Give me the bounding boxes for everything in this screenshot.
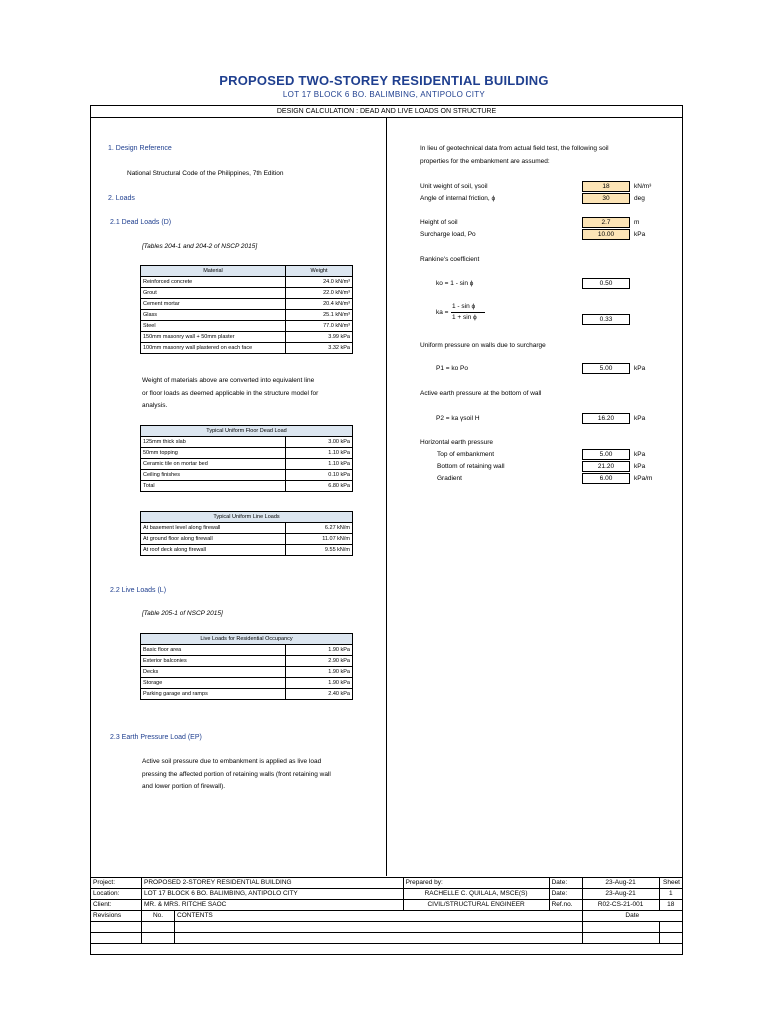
cell-material: At basement level along firewall bbox=[141, 523, 286, 534]
ka-numerator: 1 - sin ɸ bbox=[452, 303, 476, 310]
surcharge-label: Surcharge load, Po bbox=[420, 231, 476, 238]
paragraph-line: In lieu of geotechnical data from actual field test, the following soil bbox=[420, 145, 609, 152]
cell-material: Decks bbox=[141, 667, 286, 678]
soil-intro-paragraph bbox=[420, 143, 609, 168]
cell-material: 100mm masonry wall plastered on each face bbox=[141, 343, 286, 354]
revision-contents-header: CONTENTS bbox=[175, 911, 583, 922]
heading-live-loads: 2.2 Live Loads (L) bbox=[110, 587, 167, 594]
preparer-name: RACHELLE C. QUILALA, MSCE(S) bbox=[403, 889, 549, 900]
paragraph-line: Active soil pressure due to embankment is applied as live load bbox=[142, 758, 322, 765]
heading-earth-pressure: 2.3 Earth Pressure Load (EP) bbox=[110, 734, 202, 741]
floor-dead-load-table bbox=[140, 425, 353, 492]
table-row bbox=[141, 689, 353, 700]
sheet-label: Sheet bbox=[659, 878, 682, 889]
revisions-label: Revisions bbox=[91, 911, 142, 922]
cell-weight: 3.99 kPa bbox=[286, 332, 353, 343]
table-row bbox=[141, 437, 353, 448]
cell-weight: 2.40 kPa bbox=[286, 689, 353, 700]
cell-material: Cement mortar bbox=[141, 299, 286, 310]
dead-loads-reference: [Tables 204-1 and 204-2 of NSCP 2015] bbox=[142, 243, 258, 250]
cell-material: 50mm topping bbox=[141, 448, 286, 459]
document-title: PROPOSED TWO-STOREY RESIDENTIAL BUILDING bbox=[219, 73, 549, 88]
earth-pressure-paragraph bbox=[142, 756, 331, 794]
cell-weight: 6.27 kN/m bbox=[286, 523, 353, 534]
cell-material: Exterior balconies bbox=[141, 656, 286, 667]
soil-height-input[interactable]: 2.7 bbox=[582, 217, 630, 228]
table-row bbox=[141, 288, 353, 299]
cell-weight: 22.0 kN/m³ bbox=[286, 288, 353, 299]
table-row bbox=[141, 459, 353, 470]
floor-dead-load-title: Typical Uniform Floor Dead Load bbox=[141, 426, 353, 437]
soil-height-label: Height of soil bbox=[420, 219, 458, 226]
revision-row bbox=[91, 933, 683, 944]
table-row bbox=[141, 545, 353, 556]
soil-height-unit: m bbox=[634, 219, 640, 226]
project-value: PROPOSED 2-STOREY RESIDENTIAL BUILDING bbox=[142, 878, 404, 889]
date-value-2: 23-Aug-21 bbox=[582, 889, 659, 900]
project-label: Project: bbox=[91, 878, 142, 889]
cell-material: Basic floor area bbox=[141, 645, 286, 656]
materials-col-weight: Weight bbox=[286, 266, 353, 277]
top-embankment-unit: kPa bbox=[634, 451, 646, 458]
friction-angle-label: Angle of internal friction, ɸ bbox=[420, 195, 496, 202]
table-row bbox=[141, 523, 353, 534]
top-embankment-label: Top of embankment bbox=[437, 451, 495, 458]
active-pressure-label: Active earth pressure at the bottom of wall bbox=[420, 390, 542, 397]
cell-weight: 3.00 kPa bbox=[286, 437, 353, 448]
horizontal-pressure-label: Horizontal earth pressure bbox=[420, 439, 493, 446]
ka-value: 0.33 bbox=[582, 314, 630, 325]
table-row bbox=[141, 678, 353, 689]
materials-table bbox=[140, 265, 353, 354]
cell-material: Ceramic tile on mortar bed bbox=[141, 459, 286, 470]
line-loads-title: Typical Uniform Line Loads bbox=[141, 512, 353, 523]
ref-value: R02-CS-21-001 bbox=[582, 900, 659, 911]
p1-formula: P1 = ko Po bbox=[436, 365, 468, 372]
heading-dead-loads: 2.1 Dead Loads (D) bbox=[110, 219, 172, 226]
cell-weight: 24.0 kN/m³ bbox=[286, 277, 353, 288]
surcharge-input[interactable]: 10.00 bbox=[582, 229, 630, 240]
revision-no-header: No. bbox=[142, 911, 175, 922]
ka-fraction-bar bbox=[451, 312, 485, 313]
cell-material: Steel bbox=[141, 321, 286, 332]
uniform-pressure-label: Uniform pressure on walls due to surcharge bbox=[420, 342, 546, 349]
cell-material: 125mm thick slab bbox=[141, 437, 286, 448]
materials-col-material: Material bbox=[141, 266, 286, 277]
date-label-2: Date: bbox=[549, 889, 582, 900]
p1-value: 5.00 bbox=[582, 363, 630, 374]
top-embankment-value: 5.00 bbox=[582, 449, 630, 460]
cell-weight: 1.10 kPa bbox=[286, 459, 353, 470]
cell-weight: 1.90 kPa bbox=[286, 678, 353, 689]
revision-date-header: Date bbox=[582, 911, 682, 922]
ko-value: 0.50 bbox=[582, 278, 630, 289]
ka-lhs: ka = bbox=[436, 309, 449, 316]
table-row bbox=[141, 470, 353, 481]
prepared-by-label: Prepared by: bbox=[403, 878, 549, 889]
live-loads-reference: [Table 205-1 of NSCP 2015] bbox=[142, 610, 223, 617]
bottom-wall-label: Bottom of retaining wall bbox=[437, 463, 505, 470]
sheet-total: 18 bbox=[659, 900, 682, 911]
table-row bbox=[141, 667, 353, 678]
p2-value: 16.20 bbox=[582, 413, 630, 424]
table-row bbox=[141, 448, 353, 459]
table-row bbox=[141, 343, 353, 354]
table-row bbox=[141, 481, 353, 492]
location-label: Location: bbox=[91, 889, 142, 900]
surcharge-unit: kPa bbox=[634, 231, 646, 238]
sheet-number: 1 bbox=[659, 889, 682, 900]
table-row bbox=[141, 310, 353, 321]
paragraph-line: analysis. bbox=[142, 402, 168, 409]
section-header: DESIGN CALCULATION : DEAD AND LIVE LOADS ON STRUCTURE bbox=[90, 105, 683, 118]
date-value-1: 23-Aug-21 bbox=[582, 878, 659, 889]
paragraph-line: or floor loads as deemed applicable in the structure model for bbox=[142, 389, 319, 397]
table-row bbox=[141, 321, 353, 332]
table-row bbox=[141, 332, 353, 343]
cell-material: Grout bbox=[141, 288, 286, 299]
table-row bbox=[141, 277, 353, 288]
cell-material: 150mm masonry wall + 50mm plaster bbox=[141, 332, 286, 343]
unit-weight-unit: kN/m³ bbox=[634, 183, 652, 190]
rankine-label: Rankine's coefficient bbox=[420, 256, 480, 263]
bottom-wall-unit: kPa bbox=[634, 463, 646, 470]
table-row bbox=[141, 645, 353, 656]
cell-weight: 25.1 kN/m³ bbox=[286, 310, 353, 321]
p1-unit: kPa bbox=[634, 365, 646, 372]
document-subtitle: LOT 17 BLOCK 6 BO. BALIMBING, ANTIPOLO CITY bbox=[282, 90, 486, 99]
line-loads-table bbox=[140, 511, 353, 556]
client-label: Client: bbox=[91, 900, 142, 911]
cell-weight: 20.4 kN/m³ bbox=[286, 299, 353, 310]
bottom-wall-value: 21.20 bbox=[582, 461, 630, 472]
location-value: LOT 17 BLOCK 6 BO. BALIMBING, ANTIPOLO CITY bbox=[142, 889, 404, 900]
paragraph-line: and lower portion of firewall). bbox=[142, 783, 226, 790]
ka-denominator: 1 + sin ɸ bbox=[452, 314, 477, 321]
live-loads-table bbox=[140, 633, 353, 700]
cell-weight: 2.90 kPa bbox=[286, 656, 353, 667]
cell-material: At ground floor along firewall bbox=[141, 534, 286, 545]
paragraph-line: Weight of materials above are converted into equivalent line bbox=[142, 377, 315, 384]
cell-weight: 6.80 kPa bbox=[286, 481, 353, 492]
design-reference-text: National Structural Code of the Philippines, 7th Edition bbox=[127, 170, 284, 177]
cell-material: Parking garage and ramps bbox=[141, 689, 286, 700]
cell-weight: 1.90 kPa bbox=[286, 645, 353, 656]
paragraph-line: properties for the embankment are assumed: bbox=[420, 157, 550, 165]
cell-weight: 0.10 kPa bbox=[286, 470, 353, 481]
friction-angle-input[interactable]: 30 bbox=[582, 193, 630, 204]
friction-angle-unit: deg bbox=[634, 195, 645, 202]
column-divider bbox=[386, 118, 387, 876]
cell-weight: 11.07 kN/m bbox=[286, 534, 353, 545]
gradient-unit: kPa/m bbox=[634, 475, 653, 482]
cell-weight: 9.55 kN/m bbox=[286, 545, 353, 556]
table-row bbox=[141, 656, 353, 667]
heading-loads: 2. Loads bbox=[108, 195, 135, 202]
table-row bbox=[141, 534, 353, 545]
ref-label: Ref.no. bbox=[549, 900, 582, 911]
cell-material: At roof deck along firewall bbox=[141, 545, 286, 556]
p2-unit: kPa bbox=[634, 415, 646, 422]
cell-weight: 77.0 kN/m³ bbox=[286, 321, 353, 332]
cell-material: Total bbox=[141, 481, 286, 492]
cell-material: Glass bbox=[141, 310, 286, 321]
table-row bbox=[141, 299, 353, 310]
revision-row bbox=[91, 922, 683, 933]
cell-weight: 1.10 kPa bbox=[286, 448, 353, 459]
weights-paragraph bbox=[142, 375, 318, 413]
date-label-1: Date: bbox=[549, 878, 582, 889]
preparer-role: CIVIL/STRUCTURAL ENGINEER bbox=[403, 900, 549, 911]
p2-formula: P2 = ka γsoil H bbox=[436, 415, 480, 422]
paragraph-line: pressing the affected portion of retaining walls (front retaining wall bbox=[142, 770, 331, 778]
cell-weight: 1.90 kPa bbox=[286, 667, 353, 678]
cell-material: Reinforced concrete bbox=[141, 277, 286, 288]
gradient-label: Gradient bbox=[437, 475, 462, 482]
gradient-value: 6.00 bbox=[582, 473, 630, 484]
live-loads-title: Live Loads for Residential Occupancy bbox=[141, 634, 353, 645]
heading-design-reference: 1. Design Reference bbox=[108, 145, 172, 152]
ko-formula: ko = 1 - sin ɸ bbox=[436, 280, 474, 287]
cell-material: Ceiling finishes bbox=[141, 470, 286, 481]
client-value: MR. & MRS. RITCHE SAOC bbox=[142, 900, 404, 911]
title-block bbox=[90, 877, 683, 944]
cell-material: Storage bbox=[141, 678, 286, 689]
unit-weight-input[interactable]: 18 bbox=[582, 181, 630, 192]
cell-weight: 3.32 kPa bbox=[286, 343, 353, 354]
unit-weight-label: Unit weight of soil, γsoil bbox=[420, 183, 488, 190]
